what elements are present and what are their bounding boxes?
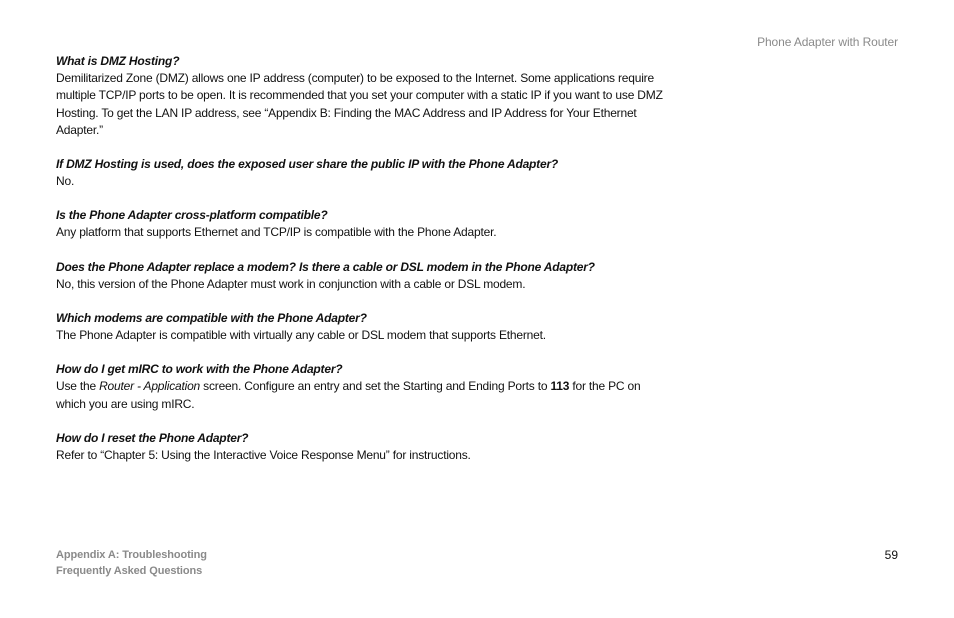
faq-question: How do I get mIRC to work with the Phone Adapter? <box>56 362 343 377</box>
faq-question: How do I reset the Phone Adapter? <box>56 430 249 445</box>
answer-text: screen. Configure an entry and set the Starting and Ending Ports to <box>200 379 551 394</box>
faq-item-cross-platform <box>56 207 666 241</box>
faq-item-compatible-modems <box>56 310 666 344</box>
running-header: Phone Adapter with Router <box>757 35 898 49</box>
faq-question: Which modems are compatible with the Phone Adapter? <box>56 311 367 326</box>
faq-item-mirc <box>56 361 666 413</box>
faq-answer: Any platform that supports Ethernet and TCP/IP is compatible with the Phone Adapter. <box>56 225 497 240</box>
faq-question: Is the Phone Adapter cross-platform compatible? <box>56 208 328 223</box>
faq-answer: The Phone Adapter is compatible with virtually any cable or DSL modem that supports Ethernet. <box>56 328 546 343</box>
screen-name: Router - Application <box>99 379 201 394</box>
faq-item-dmz-public-ip <box>56 156 666 190</box>
faq-question: If DMZ Hosting is used, does the exposed user share the public IP with the Phone Adapter? <box>56 157 559 172</box>
faq-list <box>56 53 666 481</box>
faq-answer: Refer to “Chapter 5: Using the Interactive Voice Response Menu” for instructions. <box>56 447 471 462</box>
footer-section-title <box>56 547 207 579</box>
faq-item-dmz-hosting <box>56 53 666 139</box>
faq-question: Does the Phone Adapter replace a modem? Is there a cable or DSL modem in the Phone Adapter? <box>56 259 595 274</box>
faq-answer: No, this version of the Phone Adapter must work in conjunction with a cable or DSL modem. <box>56 276 526 291</box>
answer-text: for the PC on which you are using mIRC. <box>56 379 641 411</box>
faq-item-reset <box>56 430 666 464</box>
faq-item-replace-modem <box>56 259 666 293</box>
answer-text: Use the <box>56 379 100 394</box>
faq-answer: No. <box>56 174 75 189</box>
footer-appendix: Appendix A: Troubleshooting <box>56 549 207 561</box>
faq-answer: Demilitarized Zone (DMZ) allows one IP address (computer) to be exposed to the Internet. Some applications require multiple TCP/IP ports to be open. It is recommended that you set your computer with a static IP if you want to use DMZ Hosting. To get the LAN IP address, see “Appendix B: Finding the MAC Address and IP Address for Your Ethernet Adapter.” <box>56 71 663 137</box>
footer-chapter: Frequently Asked Questions <box>56 565 203 577</box>
faq-answer <box>56 378 666 413</box>
faq-question: What is DMZ Hosting? <box>56 54 180 68</box>
port-number: 113 <box>550 379 570 394</box>
page-number: 59 <box>884 548 898 562</box>
